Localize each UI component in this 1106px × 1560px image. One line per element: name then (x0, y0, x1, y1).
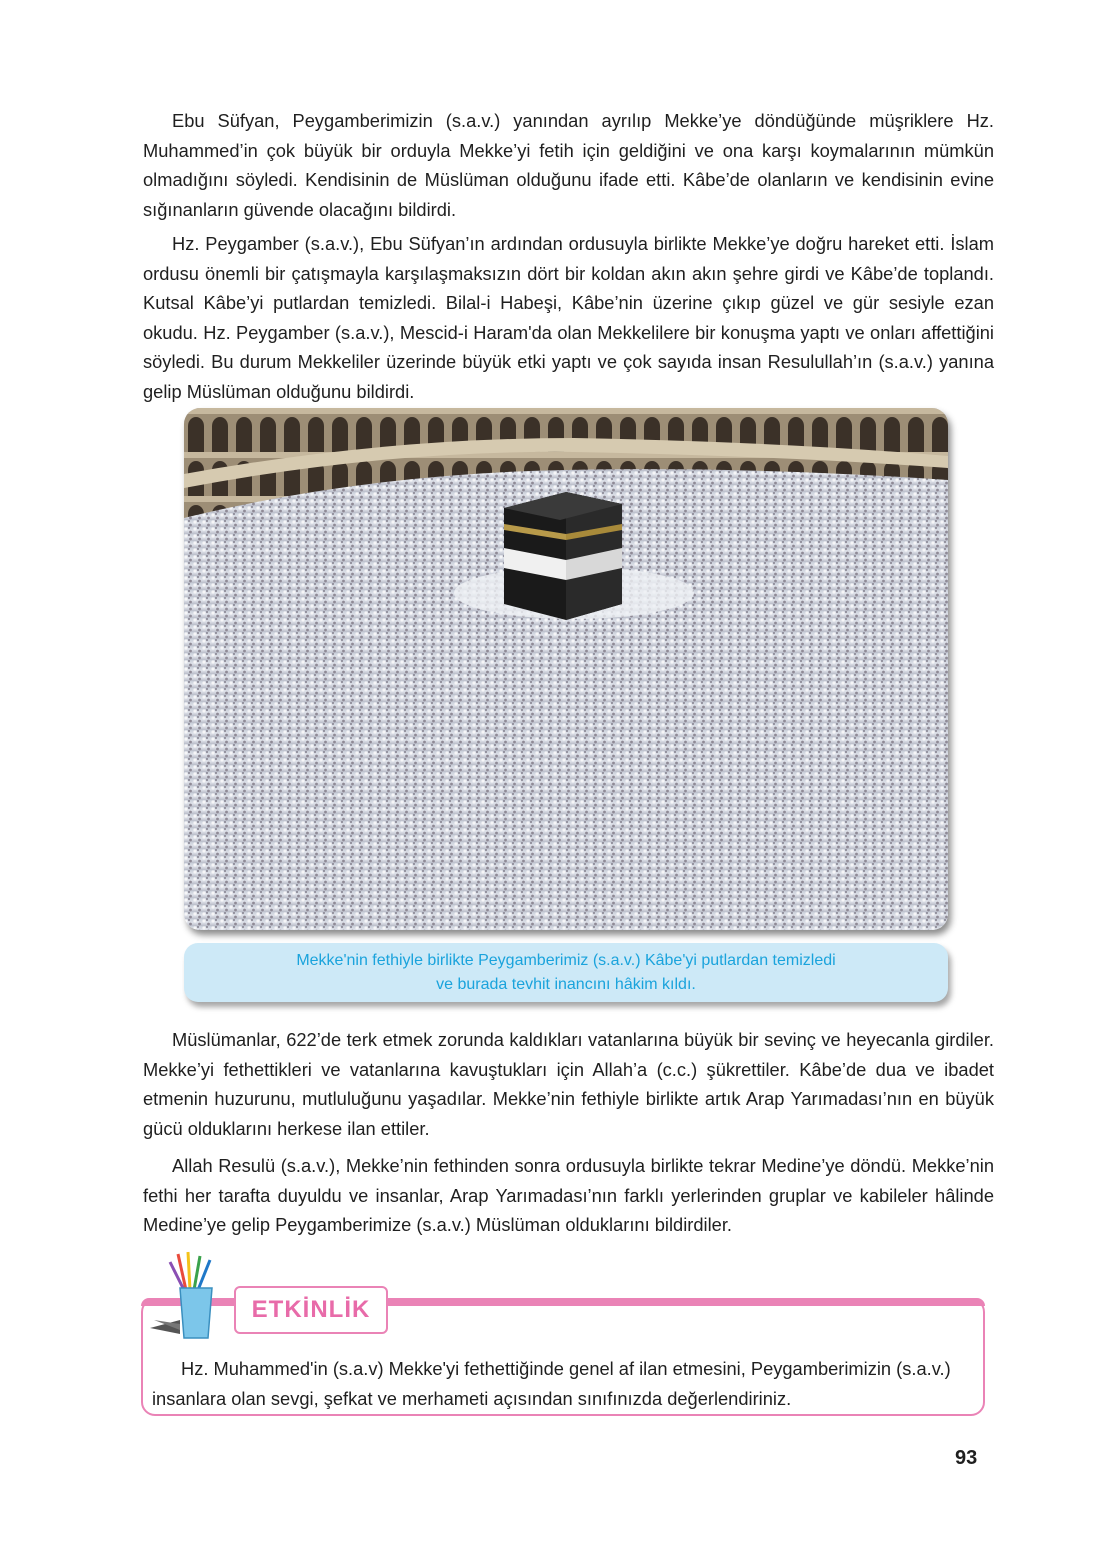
paragraph-4: Allah Resulü (s.a.v.), Mekke’nin fethinden sonra ordusuyla birlikte tekrar Medine’ye döndü. Mekke’nin fethi her tarafta duyuldu ve insanlar, Arap Yarımadası’nın farklı yerlerinden gruplar ve kabileler hâlinde Medine’ye gelip Peygamberimize (s.a.v.) Müslüman olduklarını bildirdiler. (143, 1155, 994, 1235)
caption-line-2: ve burada tevhit inancını hâkim kıldı. (436, 975, 696, 993)
photo-caption (184, 943, 948, 1002)
paragraph-3: Müslümanlar, 622’de terk etmek zorunda kaldıkları vatanlarına büyük bir sevinç ve heyecanla girdiler. Mekke’yi fethettikleri ve vatanlarına kavuştukları için Allah’a (c.c.) şükrettiler. Kâbe’de dua ve ibadet etmenin huzurunu, mutluluğunu yaşadılar. Mekke’nin fethiyle birlikte artık Arap Yarımadası’nın en büyük gücü olduklarını herkese ilan ettiler. (143, 1029, 994, 1139)
paragraph-1: Ebu Süfyan, Peygamberimizin (s.a.v.) yanından ayrılıp Mekke’ye döndüğünde müşriklere Hz. Muhammed’in çok büyük bir orduyla Mekke’yi fetih için geldiğini ve ona karşı koymalarının mümkün olmadığını söyledi. Kendisinin de Müslüman olduğunu ifade etti. Kâbe’de olanların ve kendisinin evine sığınanların güvende olacağını bildirdi. (143, 110, 994, 220)
pencil-cup-icon (150, 1250, 220, 1345)
caption-line-1: Mekke'nin fethiyle birlikte Peygamberimiz (s.a.v.) Kâbe'yi putlardan temizledi (296, 951, 836, 969)
activity-title: ETKİNLİK (251, 1296, 371, 1323)
activity-tab (234, 1286, 388, 1334)
activity-text: Hz. Muhammed'in (s.a.v) Mekke'yi fethettiğinde genel af ilan etmesini, Peygamberimizin (s.a.v.) insanlara olan sevgi, şefkat ve merhameti açısından sınıfınızda değerlendiriniz. (152, 1358, 951, 1409)
paragraph-2: Hz. Peygamber (s.a.v.), Ebu Süfyan’ın ardından ordusuyla birlikte Mekke’ye doğru hareket etti. İslam ordusu önemli bir çatışmayla karşılaşmaksızın dört bir koldan akın akın şehre girdi ve Kâbe’de toplandı. Kutsal Kâbe’yi putlardan temizledi. Bilal-i Habeşi, Kâbe’nin üzerine çıkıp güzel ve gür sesiyle ezan okudu. Hz. Peygamber (s.a.v.), Mescid-i Haram'da olan Mekkelilere bir konuşma yaptı ve onları affettiğini söyledi. Bu durum Mekkeliler üzerinde büyük etki yaptı ve çok sayıda insan Resulullah’ın (s.a.v.) yanına gelip Müslüman olduğunu bildirdi. (143, 233, 994, 402)
page-number: 93 (955, 1447, 978, 1469)
kaaba-photo (184, 408, 948, 930)
